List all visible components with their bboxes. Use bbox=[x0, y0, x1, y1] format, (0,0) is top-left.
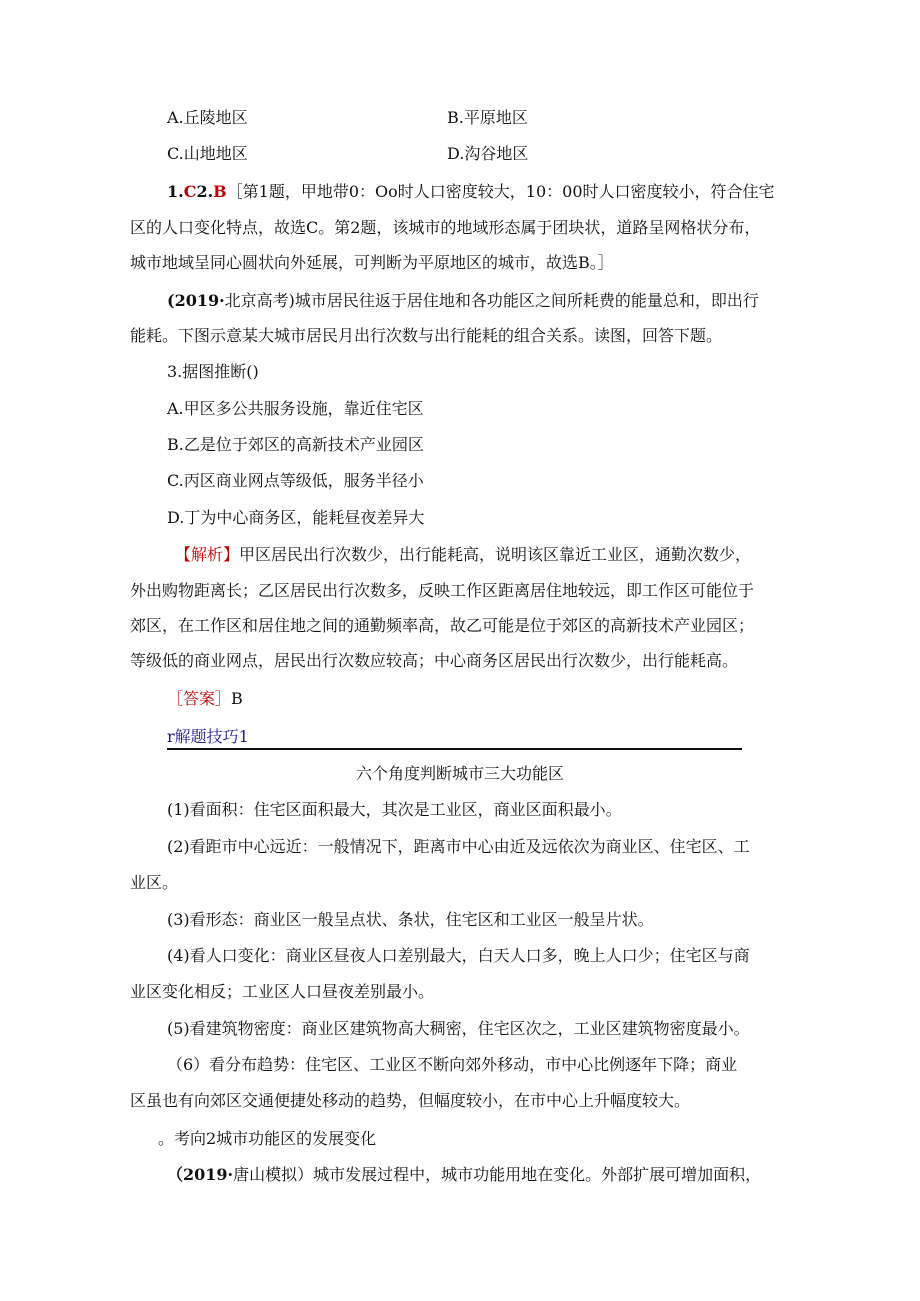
tip-label: r解题技巧1 bbox=[167, 727, 249, 746]
option-d: D.沟谷地区 bbox=[447, 144, 529, 163]
answer-3-value: B bbox=[231, 689, 243, 708]
answer-12-line1 bbox=[167, 181, 775, 203]
section-2-source-rest: 唐山模拟） bbox=[233, 1165, 314, 1184]
analysis-line2: 外出购物距离长；乙区居民出行次数多，反映工作区距离居住地较远，即工作区可能位于 bbox=[130, 581, 755, 600]
intro-line2: 能耗。下图示意某大城市居民月出行次数与出行能耗的组合关系。读图，回答下题。 bbox=[130, 326, 723, 345]
answer-12-line2: 区的人口变化特点，故选C。第2题，该城市的地域形态属于团块状，道路呈网格状分布， bbox=[130, 218, 761, 237]
option-b: B.平原地区 bbox=[447, 108, 528, 127]
q3-option-d: D.丁为中心商务区，能耗昼夜差异大 bbox=[167, 508, 425, 527]
intro-source-rest: 北京高考) bbox=[224, 291, 295, 310]
analysis-label: 【解析】 bbox=[175, 545, 240, 564]
tip-point-5: (5)看建筑物密度：商业区建筑物高大稠密，住宅区次之，工业区建筑物密度最小。 bbox=[167, 1019, 750, 1038]
option-c: C.山地地区 bbox=[167, 144, 248, 163]
tip-point-4a: (4)看人口变化：商业区昼夜人口差别最大，白天人口多，晚上人口少；住宅区与商 bbox=[167, 946, 750, 965]
tip-point-2b: 业区。 bbox=[130, 873, 179, 892]
answer-12-text1: ［第1题，甲地带0：Oo时人口密度较大，10：00时人口密度较小，符合住宅 bbox=[226, 182, 775, 201]
analysis-line3: 郊区，在工作区和居住地之间的通勤频率高，故乙可能是位于郊区的高新技术产业园区； bbox=[130, 616, 755, 635]
answer-3 bbox=[167, 688, 243, 710]
tip-point-4b: 业区变化相反；工业区人口昼夜差别最小。 bbox=[130, 982, 435, 1001]
section-2-heading: 。考向2城市功能区的发展变化 bbox=[158, 1129, 377, 1148]
intro-line1 bbox=[167, 290, 759, 312]
tip-point-6b: 区虽也有向郊区交通便捷处移动的趋势，但幅度较小，在市中心上升幅度较大。 bbox=[130, 1091, 691, 1110]
analysis-line1 bbox=[175, 544, 751, 566]
tip-point-1: (1)看面积：住宅区面积最大，其次是工业区，商业区面积最小。 bbox=[167, 800, 622, 819]
tip-title: 六个角度判断城市三大功能区 bbox=[355, 764, 564, 783]
q3-option-b: B.乙是位于郊区的高新技术产业园区 bbox=[167, 435, 424, 454]
answer-12-line3: 城市地域呈同心圆状向外延展，可判断为平原地区的城市，故选B。］ bbox=[130, 253, 614, 272]
answer-num1: 1. bbox=[167, 182, 184, 201]
answer-2: B bbox=[213, 182, 227, 201]
intro-source: (2019· bbox=[167, 291, 225, 310]
answer-3-label: ［答案］ bbox=[167, 689, 232, 708]
section-2-source: （2019· bbox=[167, 1165, 234, 1184]
option-a: A.丘陵地区 bbox=[167, 108, 248, 127]
q3-option-c: C.丙区商业网点等级低，服务半径小 bbox=[167, 471, 424, 490]
section-2-line1 bbox=[167, 1164, 761, 1186]
q3-stem: 3.据图推断() bbox=[167, 362, 259, 381]
tip-point-6a: （6）看分布趋势：住宅区、工业区不断向郊外移动，市中心比例逐年下降；商业 bbox=[167, 1055, 738, 1074]
section-2-text1: 城市发展过程中，城市功能用地在变化。外部扩展可增加面积， bbox=[313, 1165, 762, 1184]
tip-point-3: (3)看形态：商业区一般呈点状、条状，住宅区和工业区一般呈片状。 bbox=[167, 910, 654, 929]
q3-option-a: A.甲区多公共服务设施，靠近住宅区 bbox=[167, 399, 424, 418]
analysis-line4: 等级低的商业网点，居民出行次数应较高；中心商务区居民出行次数少，出行能耗高。 bbox=[130, 651, 739, 670]
answer-1: C bbox=[183, 182, 197, 201]
tip-header-rule bbox=[167, 726, 742, 750]
intro-text1: 城市居民往返于居住地和各功能区之间所耗费的能量总和，即出行 bbox=[294, 291, 759, 310]
answer-num2: 2. bbox=[196, 182, 214, 201]
analysis-text1: 甲区居民出行次数少，出行能耗高，说明该区靠近工业区，通勤次数少， bbox=[239, 545, 752, 564]
tip-point-2a: (2)看距市中心远近：一般情况下，距离市中心由近及远依次为商业区、住宅区、工 bbox=[167, 837, 750, 856]
